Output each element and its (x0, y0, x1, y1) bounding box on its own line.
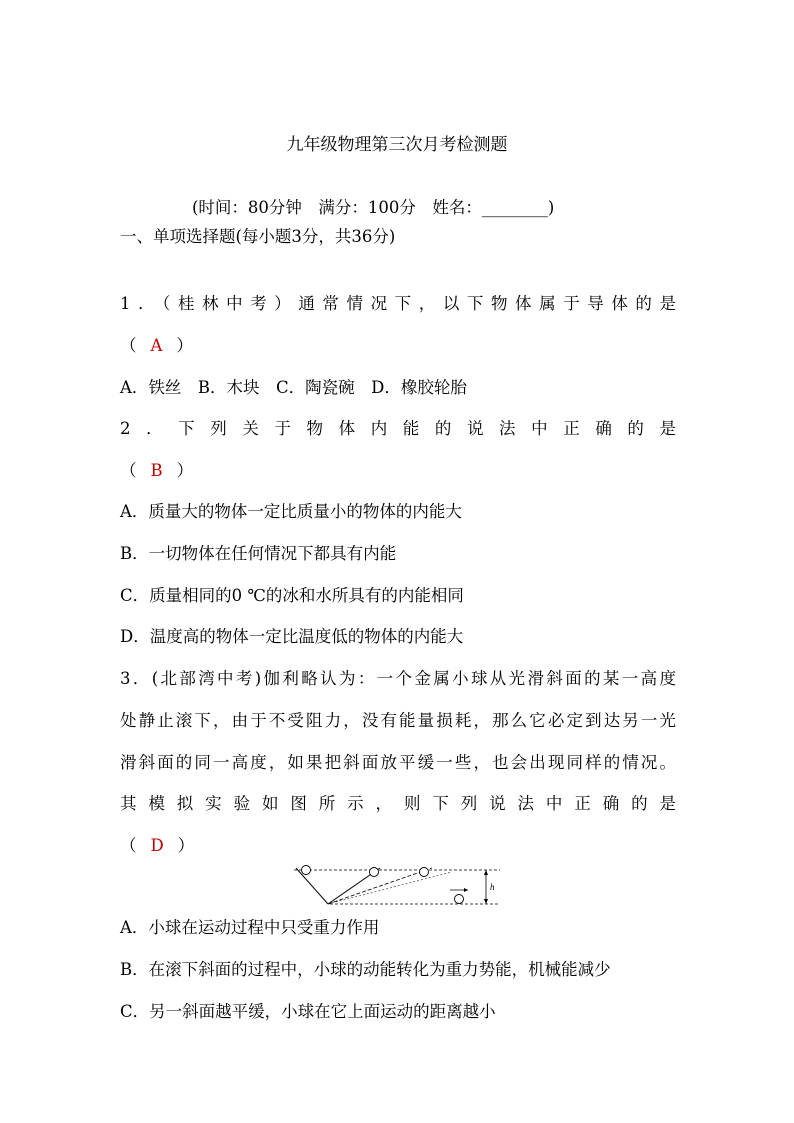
height-label: h (490, 882, 495, 892)
answer-close-paren: ） (177, 836, 195, 855)
exam-info: (时间：80分钟 满分：100分 姓名：________) (192, 198, 555, 217)
page-title: 九年级物理第三次月考检测题 (286, 135, 508, 155)
question-2-option-b: B．一切物体在任何情况下都具有内能 (120, 544, 397, 563)
question-2-answer (120, 460, 676, 482)
question-1-options: A．铁丝 B．木块 C．陶瓷碗 D．橡胶轮胎 (120, 378, 467, 397)
incline-experiment-figure (292, 860, 504, 910)
answer-open-paren: （ (120, 461, 137, 480)
question-3-option-c: C．另一斜面越平缓，小球在它上面运动的距离越小 (120, 1002, 496, 1021)
question-1-answer (120, 335, 676, 357)
question-3-answer (120, 835, 676, 857)
question-2-option-d: D．温度高的物体一定比温度低的物体的内能大 (120, 627, 464, 646)
question-3-option-a: A．小球在运动过程中只受重力作用 (120, 918, 380, 937)
answer-close-paren: ） (176, 461, 194, 480)
answer-letter: B (150, 461, 163, 480)
answer-open-paren: （ (120, 836, 137, 855)
question-1-stem: 1．（桂林中考）通常情况下，以下物体属于导体的是 (120, 294, 676, 313)
answer-close-paren: ） (176, 336, 193, 355)
question-3-line-1: 3．(北部湾中考)伽利略认为：一个金属小球从光滑斜面的某一高度 (120, 669, 676, 688)
question-3-line-3: 滑斜面的同一高度，如果把斜面放平缓一些，也会出现同样的情况。 (120, 753, 676, 772)
question-3-option-b: B．在滚下斜面的过程中，小球的动能转化为重力势能，机械能减少 (120, 960, 611, 979)
question-2-stem: 2．下列关于物体内能的说法中正确的是 (120, 419, 676, 438)
question-3-line-2: 处静止滚下，由于不受阻力，没有能量损耗，那么它必定到达另一光 (120, 711, 676, 730)
answer-letter: D (150, 836, 164, 855)
ball-steep (370, 868, 379, 877)
question-3-line-4: 其模拟实验如图所示，则下列说法中正确的是 (120, 794, 676, 813)
section-heading: 一、单项选择题(每小题3分，共36分) (120, 227, 396, 246)
ball-gentle (420, 868, 429, 877)
ball-start (302, 866, 311, 875)
question-2-option-c: C．质量相同的0 ℃的冰和水所具有的内能相同 (120, 586, 464, 605)
answer-letter: A (150, 336, 163, 355)
answer-open-paren: （ (120, 336, 137, 355)
question-2-option-a: A．质量大的物体一定比质量小的物体的内能大 (120, 502, 462, 521)
ball-flat (455, 895, 464, 904)
